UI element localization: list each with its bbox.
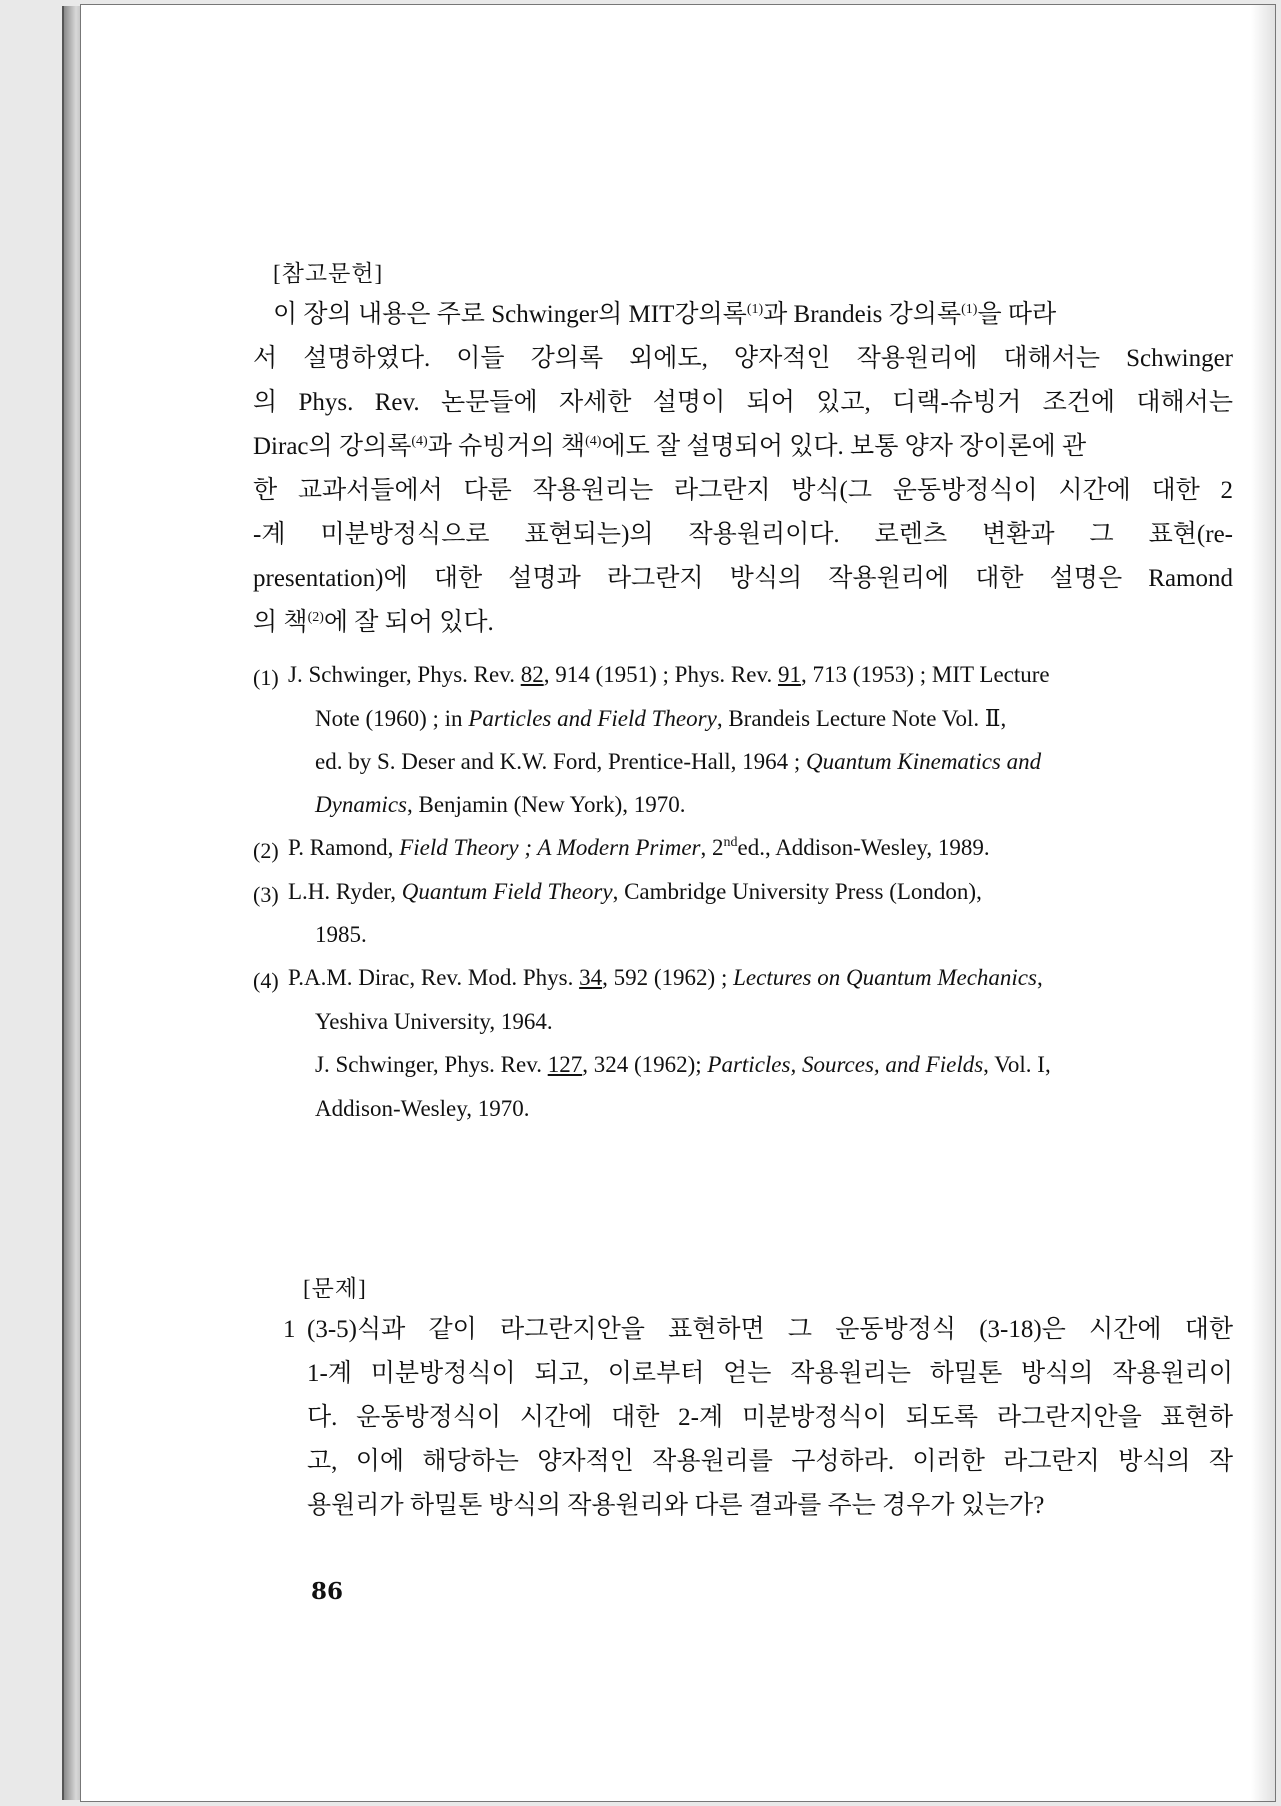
text-run: 의 책: [253, 609, 308, 636]
text-run: , 592 (1962) ;: [602, 965, 734, 990]
text-run: 에 잘 되어 있다.: [323, 609, 494, 636]
text-run: ed. by S. Deser and K.W. Ford, Prentice-Hall, 1964 ;: [315, 749, 807, 774]
text-run: , Vol. I,: [983, 1052, 1051, 1077]
ref-1-line-2: [315, 705, 1006, 733]
text-run: J. Schwinger, Phys. Rev.: [288, 662, 521, 687]
paragraph-line-4: [253, 432, 1233, 462]
book-page: [80, 4, 1276, 1802]
text-run: , Cambridge University Press (London),: [612, 879, 982, 904]
ref-2-number: (2): [253, 838, 279, 863]
paragraph-line-6: -계 미분방정식으로 표현되는)의 작용원리이다. 로렌츠 변환과 그 표현(re-: [253, 521, 1233, 548]
ref-3-line-1: [288, 878, 982, 906]
text-run: ,: [1036, 965, 1043, 990]
text-run: L.H. Ryder,: [288, 879, 402, 904]
volume-number: 82: [520, 662, 544, 687]
paragraph-line-5: 한 교과서들에서 다룬 작용원리는 라그란지 방식(그 운동방정식이 시간에 대한 2: [253, 477, 1233, 504]
paragraph-line-8: [253, 608, 494, 638]
text-run: , Benjamin (New York), 1970.: [406, 792, 686, 817]
book-title: Field Theory ; A Modern Primer: [399, 835, 701, 860]
book-title: Particles, Sources, and Fields: [707, 1052, 984, 1077]
text-run: 을 따라: [977, 301, 1057, 328]
problem-line-5: 용원리가 하밀톤 방식의 작용원리와 다른 결과를 주는 경우가 있는가?: [307, 1492, 1045, 1519]
text-run: , Brandeis Lecture Note Vol. Ⅱ,: [716, 706, 1007, 731]
ref-3-number: (3): [253, 882, 279, 907]
page-number: 86: [311, 1578, 344, 1605]
paragraph-line-1: [273, 300, 1233, 330]
problem-line-3: 다. 운동방정식이 시간에 대한 2-계 미분방정식이 되도록 라그란지안을 표현하: [307, 1404, 1233, 1431]
book-title: Quantum Field Theory: [401, 879, 613, 904]
text-run: 이 장의 내용은 주로 Schwinger의 MIT강의록: [273, 301, 747, 328]
book-title: Particles and Field Theory: [468, 706, 717, 731]
ref-1-line-3: [315, 748, 1041, 776]
paragraph-text: [273, 300, 1056, 330]
problem-line-2: 1-계 미분방정식이 되고, 이로부터 얻는 작용원리는 하밀톤 방식의 작용원리이: [307, 1360, 1233, 1387]
citation-superscript: (2): [307, 610, 324, 625]
volume-number: 34: [579, 965, 603, 990]
book-title: Dynamics: [315, 792, 407, 817]
problem-number: 1: [283, 1316, 296, 1343]
citation-superscript: (4): [411, 434, 428, 449]
text-run: J. Schwinger, Phys. Rev.: [315, 1052, 548, 1077]
citation-superscript: (4): [585, 434, 602, 449]
references-heading: [참고문헌]: [273, 261, 384, 286]
problems-heading: [문제]: [303, 1276, 367, 1301]
ref-1-line-1: [288, 661, 1050, 689]
ref-4-number: (4): [253, 968, 279, 993]
text-run: 과 슈빙거의 책: [427, 433, 586, 460]
problem-line-4: 고, 이에 해당하는 양자적인 작용원리를 구성하라. 이러한 라그란지 방식의 작: [307, 1448, 1233, 1475]
text-run: Dirac의 강의록: [253, 433, 412, 460]
ref-4-line-2: Yeshiva University, 1964.: [315, 1009, 553, 1034]
citation-superscript: (1): [746, 302, 764, 317]
paragraph-line-7: presentation)에 대한 설명과 라그란지 방식의 작용원리에 대한 설명은 Ramond: [253, 565, 1233, 592]
text-run: , 713 (1953) ; MIT Lecture: [800, 662, 1050, 687]
ref-3-line-2: 1985.: [315, 922, 367, 947]
text-run: , 2: [700, 835, 724, 860]
ref-4-line-3: [315, 1051, 1051, 1079]
text-run: Note (1960) ; in: [315, 706, 469, 731]
ref-1-number: (1): [253, 665, 279, 690]
ref-1-line-4: [315, 791, 686, 819]
citation-superscript: (1): [961, 302, 978, 317]
paragraph-line-2: 서 설명하였다. 이들 강의록 외에도, 양자적인 작용원리에 대해서는 Schwinger: [253, 345, 1233, 372]
ref-4-line-4: Addison-Wesley, 1970.: [315, 1096, 530, 1121]
ordinal-superscript: nd: [723, 835, 738, 850]
book-title: Lectures on Quantum Mechanics: [733, 965, 1037, 990]
volume-number: 127: [547, 1052, 583, 1077]
ref-4-line-1: [288, 964, 1043, 992]
text-run: 과 Brandeis 강의록: [763, 301, 962, 328]
page-content: [81, 5, 1275, 1801]
ref-2-line-1: [288, 834, 990, 862]
problem-line-1: (3-5)식과 같이 라그란지안을 표현하면 그 운동방정식 (3-18)은 시간에 대한: [307, 1316, 1233, 1343]
text-run: ed., Addison-Wesley, 1989.: [737, 835, 990, 860]
text-run: , 914 (1951) ; Phys. Rev.: [543, 662, 778, 687]
text-run: 에도 잘 설명되어 있다. 보통 양자 장이론에 관: [601, 433, 1087, 460]
paragraph-line-3: 의 Phys. Rev. 논문들에 자세한 설명이 되어 있고, 디랙-슈빙거 조건에 대해서는: [253, 389, 1233, 416]
text-run: , 324 (1962);: [582, 1052, 708, 1077]
text-run: P.A.M. Dirac, Rev. Mod. Phys.: [288, 965, 580, 990]
volume-number: 91: [777, 662, 801, 687]
book-title: Quantum Kinematics and: [806, 749, 1042, 774]
text-run: P. Ramond,: [288, 835, 400, 860]
